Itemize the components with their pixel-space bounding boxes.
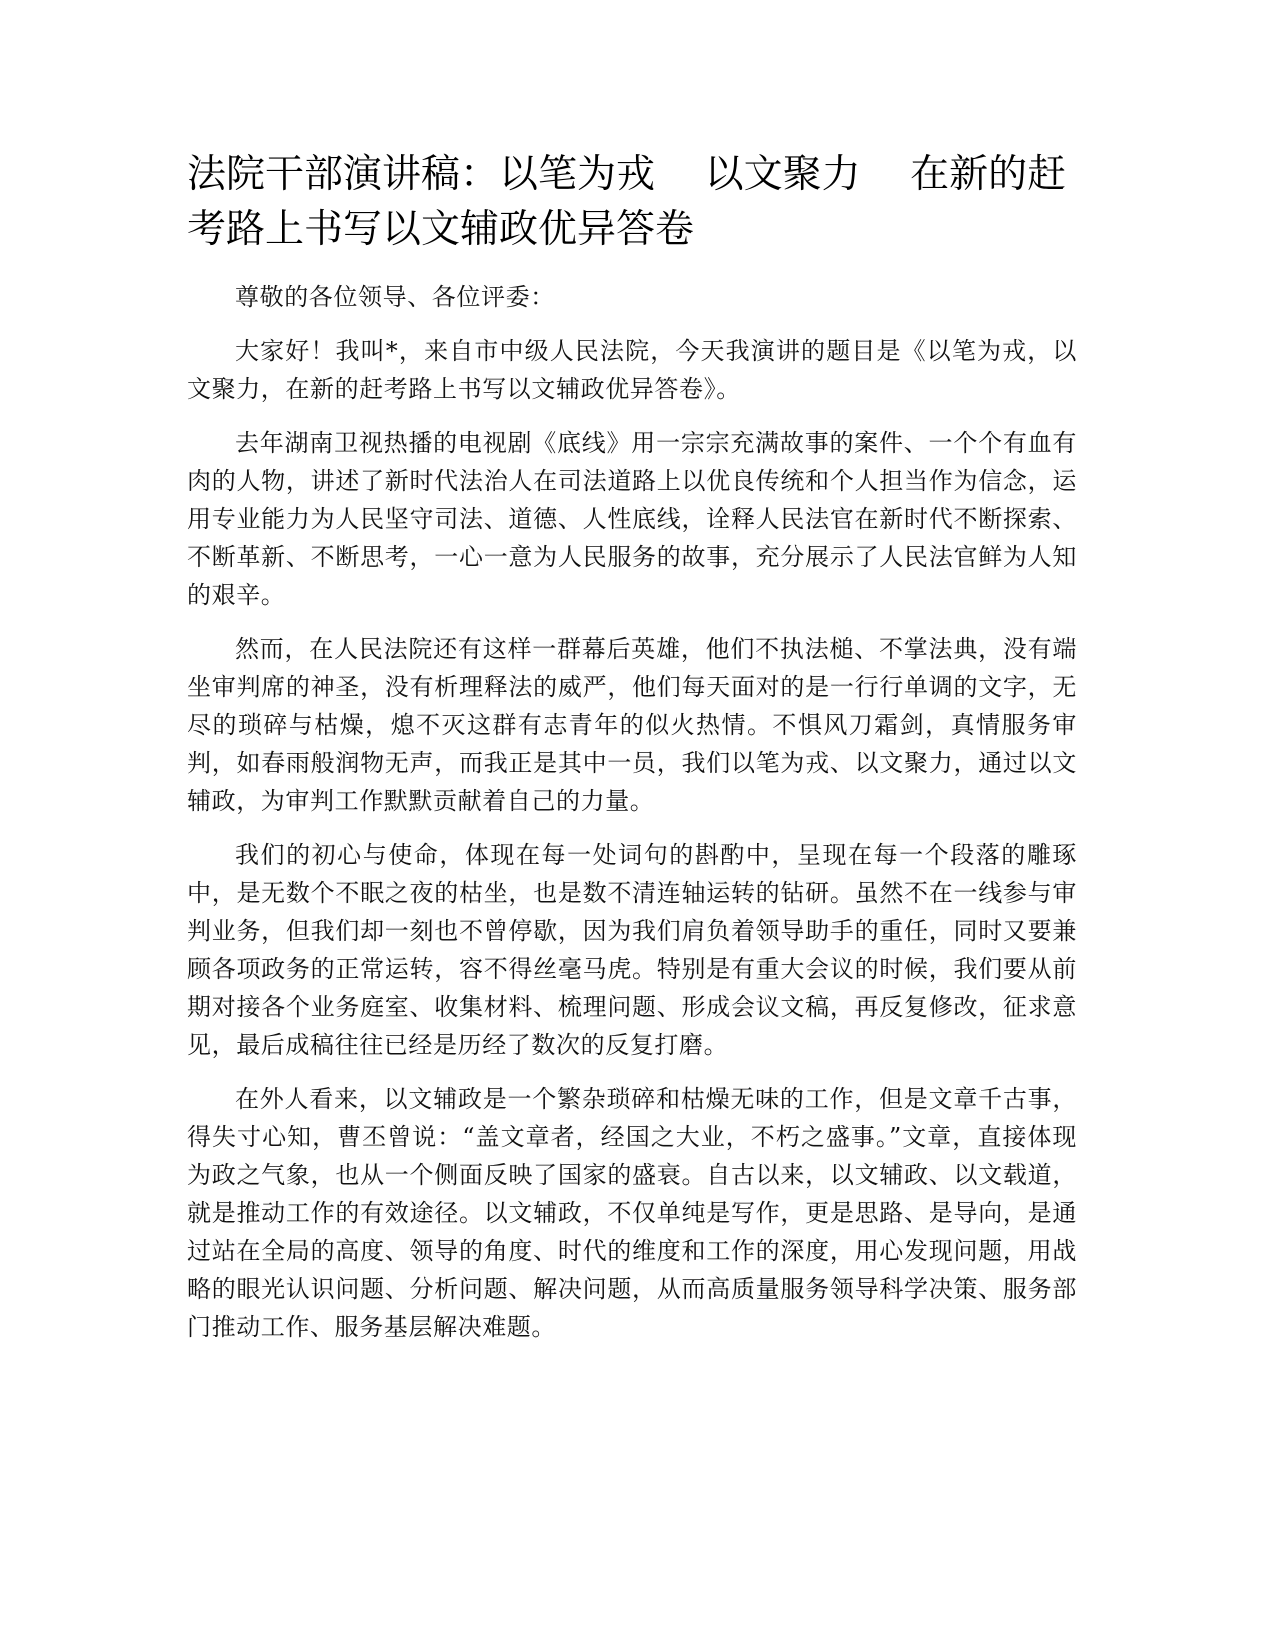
body-paragraph: 然而，在人民法院还有这样一群幕后英雄，他们不执法槌、不掌法典，没有端坐审判席的神圣，没有析理释法的威严，他们每天面对的是一行行单调的文字，无尽的琐碎与枯燥，熄不灭这群有志青年的似火热情。不惧风刀霜剑，真情服务审判，如春雨般润物无声，而我正是其中一员，我们以笔为戎、以文聚力，通过以文辅政，为审判工作默默贡献着自己的力量。 [187,635,1077,815]
body-paragraph: 我们的初心与使命，体现在每一处词句的斟酌中，呈现在每一个段落的雕琢中，是无数个不眠之夜的枯坐，也是数不清连轴运转的钻研。虽然不在一线参与审判业务，但我们却一刻也不曾停歇，因为我们肩负着领导助手的重任，同时又要兼顾各项政务的正常运转，容不得丝毫马虎。特别是有重大会议的时候，我们要从前期对接各个业务庭室、收集材料、梳理问题、形成会议文稿，再反复修改，征求意见，最后成稿往往已经是历经了数次的反复打磨。 [187,841,1077,1059]
salutation-paragraph: 尊敬的各位领导、各位评委： [235,283,555,311]
greeting-paragraph: 大家好！我叫*，来自市中级人民法院，今天我演讲的题目是《以笔为戎，以文聚力，在新的赶考路上书写以文辅政优异答卷》。 [187,337,1077,403]
document-body [187,278,1077,1362]
body-paragraph: 在外人看来，以文辅政是一个繁杂琐碎和枯燥无味的工作，但是文章千古事，得失寸心知，曹丕曾说：“盖文章者，经国之大业，不朽之盛事。”文章，直接体现为政之气象，也从一个侧面反映了国家的盛衰。自古以来，以文辅政、以文载道，就是推动工作的有效途径。以文辅政，不仅单纯是写作，更是思路、是导向，是通过站在全局的高度、领导的角度、时代的维度和工作的深度，用心发现问题，用战略的眼光认识问题、分析问题、解决问题，从而高质量服务领导科学决策、服务部门推动工作、服务基层解决难题。 [187,1085,1077,1341]
document-title: 法院干部演讲稿：以笔为戎 以文聚力 在新的赶考路上书写以文辅政优异答卷 [187,152,1067,252]
body-paragraph: 去年湖南卫视热播的电视剧《底线》用一宗宗充满故事的案件、一个个有血有肉的人物，讲述了新时代法治人在司法道路上以优良传统和个人担当作为信念，运用专业能力为人民坚守司法、道德、人性底线，诠释人民法官在新时代不断探索、不断革新、不断思考，一心一意为人民服务的故事，充分展示了人民法官鲜为人知的艰辛。 [187,429,1077,609]
